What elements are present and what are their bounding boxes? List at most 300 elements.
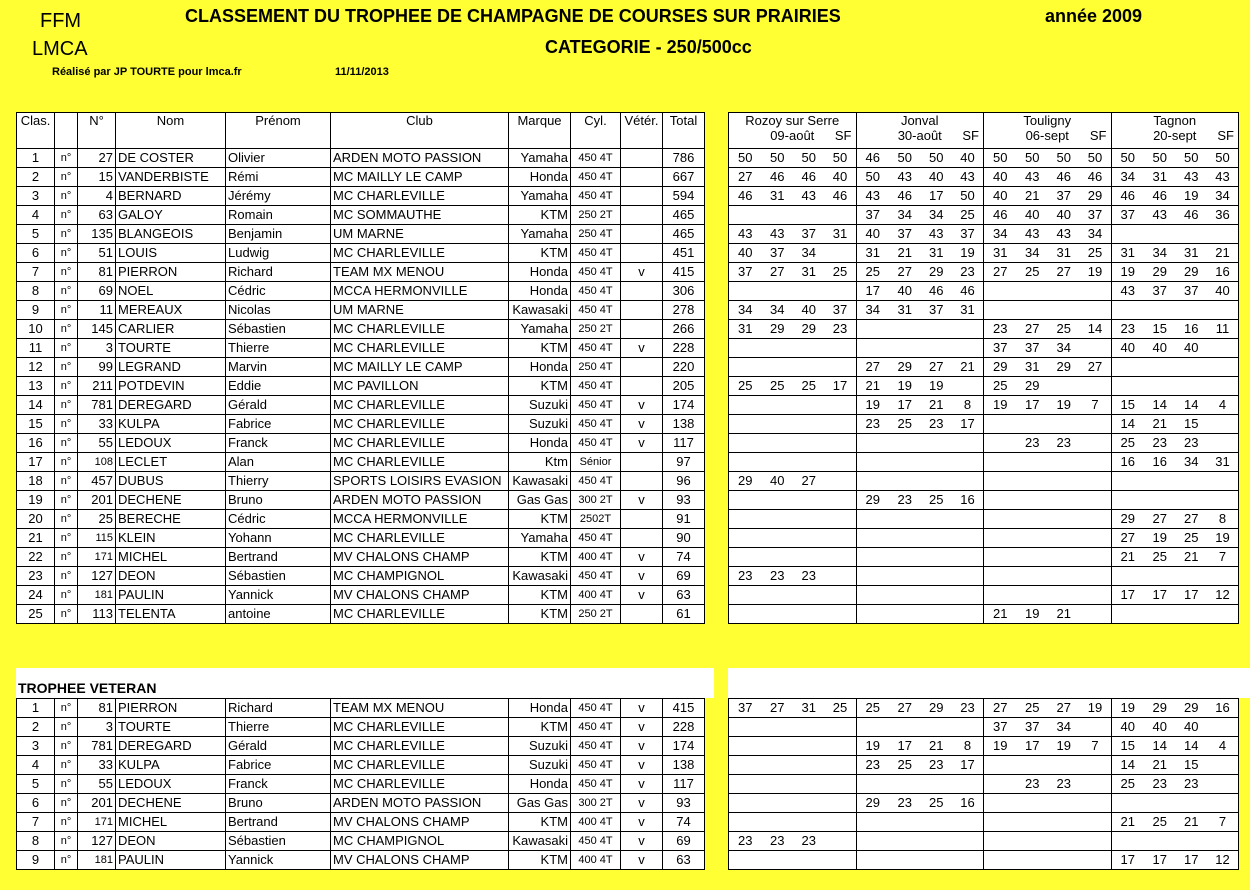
- total-cell: 415: [663, 699, 705, 718]
- rank-cell: 11: [17, 339, 55, 358]
- score-cell: 25: [825, 263, 857, 282]
- score-cell: [921, 434, 953, 453]
- score-cell: 50: [889, 149, 921, 168]
- score-cell: [825, 794, 857, 813]
- score-cell: 37: [1048, 187, 1080, 206]
- score-cell: 50: [856, 168, 889, 187]
- num-prefix-cell: n°: [55, 206, 78, 225]
- score-cell: [856, 851, 889, 870]
- veteran-flag-cell: [621, 472, 663, 491]
- first-name-cell: Romain: [226, 206, 331, 225]
- brand-cell: KTM: [509, 244, 571, 263]
- score-cell: 43: [762, 225, 794, 244]
- veteran-flag-cell: v: [621, 718, 663, 737]
- score-cell: 37: [729, 699, 762, 718]
- score-cell: [1017, 282, 1049, 301]
- score-cell: [952, 775, 984, 794]
- score-cell: [1207, 301, 1239, 320]
- bib-number-cell: 113: [78, 605, 116, 624]
- score-cell: 40: [984, 168, 1017, 187]
- main_rows-score-row: [729, 415, 1239, 434]
- veteran-flag-cell: [621, 244, 663, 263]
- num-prefix-cell: n°: [55, 605, 78, 624]
- last-name-cell: TOURTE: [116, 718, 226, 737]
- score-cell: 31: [921, 244, 953, 263]
- main_rows-score-row: [729, 529, 1239, 548]
- score-cell: 50: [729, 149, 762, 168]
- bib-number-cell: 4: [78, 187, 116, 206]
- score-cell: 37: [1017, 339, 1049, 358]
- first-name-cell: Sébastien: [226, 320, 331, 339]
- num-prefix-cell: n°: [55, 718, 78, 737]
- ranking-header-row: [17, 113, 705, 149]
- score-cell: 40: [729, 244, 762, 263]
- num-prefix-cell: n°: [55, 453, 78, 472]
- score-cell: [1207, 491, 1239, 510]
- rank-cell: 13: [17, 377, 55, 396]
- race-header-2: [856, 113, 984, 149]
- first-name-cell: Eddie: [226, 377, 331, 396]
- race-header-4: [1111, 113, 1239, 149]
- bib-number-cell: 27: [78, 149, 116, 168]
- score-cell: [1080, 794, 1112, 813]
- score-cell: [921, 586, 953, 605]
- score-cell: [1176, 472, 1208, 491]
- score-cell: 46: [762, 168, 794, 187]
- score-cell: [1017, 832, 1049, 851]
- score-cell: 16: [1111, 453, 1144, 472]
- score-cell: [952, 453, 984, 472]
- score-cell: [762, 586, 794, 605]
- score-cell: [1017, 529, 1049, 548]
- score-cell: [1207, 358, 1239, 377]
- veteran-flag-cell: [621, 377, 663, 396]
- score-cell: 46: [1111, 187, 1144, 206]
- displacement-cell: 450 4T: [571, 699, 621, 718]
- score-cell: [825, 453, 857, 472]
- score-cell: 43: [1144, 206, 1176, 225]
- num-prefix-cell: n°: [55, 567, 78, 586]
- score-cell: [793, 510, 825, 529]
- num-prefix-cell: n°: [55, 244, 78, 263]
- score-cell: 16: [952, 794, 984, 813]
- col-clas: Clas.: [17, 113, 55, 149]
- score-cell: [889, 453, 921, 472]
- score-cell: [1176, 301, 1208, 320]
- club-cell: MC CHARLEVILLE: [331, 775, 509, 794]
- bib-number-cell: 127: [78, 832, 116, 851]
- score-cell: 31: [1207, 453, 1239, 472]
- last-name-cell: DE COSTER: [116, 149, 226, 168]
- score-cell: 21: [1048, 605, 1080, 624]
- score-cell: 46: [1144, 187, 1176, 206]
- displacement-cell: 450 4T: [571, 737, 621, 756]
- rank-cell: 8: [17, 282, 55, 301]
- score-cell: [1048, 415, 1080, 434]
- main_rows-row: [17, 168, 705, 187]
- score-cell: [1207, 718, 1239, 737]
- brand-cell: Honda: [509, 282, 571, 301]
- displacement-cell: 450 4T: [571, 756, 621, 775]
- club-cell: MV CHALONS CHAMP: [331, 586, 509, 605]
- score-cell: 15: [1111, 737, 1144, 756]
- score-cell: 25: [1017, 699, 1049, 718]
- score-cell: 40: [1176, 339, 1208, 358]
- veteran_rows-score-row: [729, 737, 1239, 756]
- score-cell: 17: [1176, 586, 1208, 605]
- score-cell: [856, 510, 889, 529]
- num-prefix-cell: n°: [55, 377, 78, 396]
- score-cell: [825, 756, 857, 775]
- brand-cell: Yamaha: [509, 187, 571, 206]
- rank-cell: 19: [17, 491, 55, 510]
- first-name-cell: Gérald: [226, 396, 331, 415]
- score-cell: [952, 851, 984, 870]
- score-cell: [793, 453, 825, 472]
- veteran-flag-cell: v: [621, 263, 663, 282]
- race-scores-table: [728, 112, 1239, 624]
- num-prefix-cell: n°: [55, 472, 78, 491]
- score-cell: 50: [1207, 149, 1239, 168]
- score-cell: 31: [889, 301, 921, 320]
- first-name-cell: Alan: [226, 453, 331, 472]
- rank-cell: 17: [17, 453, 55, 472]
- first-name-cell: Thierry: [226, 472, 331, 491]
- score-cell: [825, 206, 857, 225]
- score-cell: 46: [1048, 168, 1080, 187]
- score-cell: 34: [1176, 453, 1208, 472]
- score-cell: 29: [1111, 510, 1144, 529]
- score-cell: [984, 415, 1017, 434]
- score-cell: [1207, 339, 1239, 358]
- score-cell: [856, 529, 889, 548]
- score-cell: 43: [1048, 225, 1080, 244]
- score-cell: 37: [1080, 206, 1112, 225]
- first-name-cell: Benjamin: [226, 225, 331, 244]
- club-cell: ARDEN MOTO PASSION: [331, 149, 509, 168]
- num-prefix-cell: n°: [55, 756, 78, 775]
- score-cell: [1176, 567, 1208, 586]
- club-cell: UM MARNE: [331, 301, 509, 320]
- total-cell: 594: [663, 187, 705, 206]
- club-cell: MV CHALONS CHAMP: [331, 851, 509, 870]
- first-name-cell: Fabrice: [226, 756, 331, 775]
- score-cell: 40: [1144, 718, 1176, 737]
- rank-cell: 5: [17, 775, 55, 794]
- score-cell: [984, 491, 1017, 510]
- score-cell: 37: [762, 244, 794, 263]
- score-cell: 17: [952, 415, 984, 434]
- displacement-cell: 450 4T: [571, 187, 621, 206]
- score-cell: 23: [1048, 434, 1080, 453]
- score-cell: 19: [984, 737, 1017, 756]
- score-cell: 7: [1207, 813, 1239, 832]
- score-cell: 43: [1176, 168, 1208, 187]
- score-cell: 37: [1017, 718, 1049, 737]
- score-cell: [952, 529, 984, 548]
- score-cell: 19: [1144, 529, 1176, 548]
- score-cell: 34: [1017, 244, 1049, 263]
- displacement-cell: 400 4T: [571, 813, 621, 832]
- num-prefix-cell: n°: [55, 699, 78, 718]
- score-cell: 23: [889, 491, 921, 510]
- main_rows-row: [17, 415, 705, 434]
- score-cell: [825, 339, 857, 358]
- num-prefix-cell: n°: [55, 586, 78, 605]
- score-cell: 8: [952, 737, 984, 756]
- bib-number-cell: 3: [78, 718, 116, 737]
- score-cell: 43: [793, 187, 825, 206]
- score-cell: 21: [1017, 187, 1049, 206]
- score-cell: [729, 510, 762, 529]
- bib-number-cell: 181: [78, 851, 116, 870]
- score-cell: [984, 756, 1017, 775]
- score-cell: [762, 282, 794, 301]
- score-cell: 17: [889, 396, 921, 415]
- main_rows-score-row: [729, 206, 1239, 225]
- main_rows-score-row: [729, 453, 1239, 472]
- score-cell: [1144, 605, 1176, 624]
- score-cell: 25: [889, 756, 921, 775]
- total-cell: 220: [663, 358, 705, 377]
- brand-cell: Ktm: [509, 453, 571, 472]
- score-cell: [762, 737, 794, 756]
- score-cell: 29: [793, 320, 825, 339]
- brand-cell: KTM: [509, 377, 571, 396]
- last-name-cell: DEREGARD: [116, 396, 226, 415]
- main_rows-row: [17, 301, 705, 320]
- score-cell: [1017, 567, 1049, 586]
- score-cell: 16: [1207, 263, 1239, 282]
- total-cell: 74: [663, 813, 705, 832]
- score-cell: [1080, 529, 1112, 548]
- main_rows-row: [17, 206, 705, 225]
- veteran-flag-cell: [621, 168, 663, 187]
- main_rows-score-row: [729, 567, 1239, 586]
- club-cell: UM MARNE: [331, 225, 509, 244]
- race-name: Jonval: [900, 113, 939, 128]
- score-cell: 15: [1144, 320, 1176, 339]
- score-cell: 25: [889, 415, 921, 434]
- last-name-cell: TOURTE: [116, 339, 226, 358]
- score-cell: 37: [793, 225, 825, 244]
- veteran_rows-row: [17, 794, 705, 813]
- veteran-flag-cell: [621, 206, 663, 225]
- main_rows-score-row: [729, 472, 1239, 491]
- score-cell: 23: [921, 415, 953, 434]
- score-cell: [1017, 491, 1049, 510]
- score-cell: [1144, 472, 1176, 491]
- main_rows-score-row: [729, 377, 1239, 396]
- score-cell: 7: [1080, 396, 1112, 415]
- score-cell: [825, 548, 857, 567]
- score-cell: [952, 510, 984, 529]
- score-cell: 43: [729, 225, 762, 244]
- race-date-line: [986, 128, 1109, 143]
- score-cell: [762, 206, 794, 225]
- main_rows-score-row: [729, 263, 1239, 282]
- score-cell: [825, 813, 857, 832]
- score-cell: [984, 586, 1017, 605]
- total-cell: 93: [663, 491, 705, 510]
- score-cell: 17: [1144, 851, 1176, 870]
- rank-cell: 9: [17, 851, 55, 870]
- veteran-flag-cell: v: [621, 586, 663, 605]
- score-cell: [1207, 377, 1239, 396]
- score-cell: 25: [1111, 775, 1144, 794]
- score-cell: 21: [1111, 548, 1144, 567]
- score-cell: [952, 377, 984, 396]
- score-cell: [1176, 358, 1208, 377]
- club-cell: MC CHARLEVILLE: [331, 718, 509, 737]
- rank-cell: 23: [17, 567, 55, 586]
- score-cell: [1048, 301, 1080, 320]
- score-cell: [729, 851, 762, 870]
- veteran-flag-cell: v: [621, 434, 663, 453]
- veteran-scores-table: [728, 698, 1239, 870]
- displacement-cell: 450 4T: [571, 263, 621, 282]
- veteran_rows-score-row: [729, 775, 1239, 794]
- credit-label: Réalisé par JP TOURTE pour lmca.fr: [52, 66, 242, 78]
- veteran-flag-cell: v: [621, 396, 663, 415]
- score-cell: [762, 453, 794, 472]
- score-cell: [856, 813, 889, 832]
- score-cell: [921, 851, 953, 870]
- rank-cell: 4: [17, 756, 55, 775]
- score-cell: 43: [1017, 168, 1049, 187]
- score-cell: [1017, 813, 1049, 832]
- total-cell: 61: [663, 605, 705, 624]
- score-cell: [984, 453, 1017, 472]
- displacement-cell: 450 4T: [571, 472, 621, 491]
- score-cell: 37: [729, 263, 762, 282]
- score-cell: [1017, 453, 1049, 472]
- score-cell: [793, 434, 825, 453]
- score-cell: [793, 491, 825, 510]
- score-cell: [1176, 225, 1208, 244]
- score-cell: [1111, 301, 1144, 320]
- score-cell: 25: [984, 377, 1017, 396]
- main_rows-row: [17, 320, 705, 339]
- score-cell: [762, 396, 794, 415]
- brand-cell: Honda: [509, 263, 571, 282]
- score-cell: [1017, 415, 1049, 434]
- score-cell: 23: [762, 567, 794, 586]
- score-cell: 25: [921, 794, 953, 813]
- score-cell: [729, 718, 762, 737]
- score-cell: 34: [921, 206, 953, 225]
- num-prefix-cell: n°: [55, 282, 78, 301]
- score-cell: [889, 567, 921, 586]
- score-cell: 46: [825, 187, 857, 206]
- score-cell: [984, 529, 1017, 548]
- score-cell: 29: [1017, 377, 1049, 396]
- score-cell: [793, 718, 825, 737]
- score-cell: [1111, 358, 1144, 377]
- score-cell: 19: [1080, 699, 1112, 718]
- score-cell: [889, 813, 921, 832]
- page-title: CLASSEMENT DU TROPHEE DE CHAMPAGNE DE COURSES SUR PRAIRIES: [185, 6, 841, 26]
- num-prefix-cell: n°: [55, 263, 78, 282]
- rank-cell: 5: [17, 225, 55, 244]
- score-cell: [1176, 605, 1208, 624]
- score-cell: 27: [729, 168, 762, 187]
- score-cell: [889, 548, 921, 567]
- total-cell: 306: [663, 282, 705, 301]
- main_rows-score-row: [729, 225, 1239, 244]
- score-cell: [1017, 472, 1049, 491]
- score-cell: [856, 586, 889, 605]
- main_rows-row: [17, 396, 705, 415]
- score-cell: 37: [1176, 282, 1208, 301]
- total-cell: 465: [663, 225, 705, 244]
- displacement-cell: 2502T: [571, 510, 621, 529]
- club-cell: TEAM MX MENOU: [331, 699, 509, 718]
- score-cell: [984, 813, 1017, 832]
- score-cell: [793, 775, 825, 794]
- main_rows-row: [17, 434, 705, 453]
- score-cell: [1017, 794, 1049, 813]
- last-name-cell: DEON: [116, 832, 226, 851]
- num-prefix-cell: n°: [55, 794, 78, 813]
- score-cell: 40: [762, 472, 794, 491]
- displacement-cell: 450 4T: [571, 301, 621, 320]
- club-cell: MC CHARLEVILLE: [331, 434, 509, 453]
- total-cell: 415: [663, 263, 705, 282]
- score-cell: 31: [762, 187, 794, 206]
- score-cell: [984, 472, 1017, 491]
- club-cell: MC SOMMAUTHE: [331, 206, 509, 225]
- score-cell: [1080, 491, 1112, 510]
- score-cell: 34: [1144, 244, 1176, 263]
- bib-number-cell: 201: [78, 491, 116, 510]
- score-cell: [889, 529, 921, 548]
- club-cell: MC CHARLEVILLE: [331, 396, 509, 415]
- last-name-cell: BERECHE: [116, 510, 226, 529]
- score-cell: 29: [856, 794, 889, 813]
- score-cell: 27: [1144, 510, 1176, 529]
- last-name-cell: PIERRON: [116, 699, 226, 718]
- main_rows-row: [17, 263, 705, 282]
- federation-label: FFM: [40, 10, 82, 32]
- num-prefix-cell: n°: [55, 168, 78, 187]
- score-cell: 21: [1207, 244, 1239, 263]
- score-cell: 29: [921, 263, 953, 282]
- score-cell: 21: [889, 244, 921, 263]
- score-cell: [1080, 718, 1112, 737]
- bib-number-cell: 171: [78, 813, 116, 832]
- score-cell: [921, 339, 953, 358]
- race-date: 30-août: [897, 128, 942, 143]
- first-name-cell: Bertrand: [226, 548, 331, 567]
- last-name-cell: NOEL: [116, 282, 226, 301]
- bib-number-cell: 171: [78, 548, 116, 567]
- score-cell: [856, 320, 889, 339]
- num-prefix-cell: n°: [55, 225, 78, 244]
- score-cell: [1048, 756, 1080, 775]
- score-cell: 25: [1048, 320, 1080, 339]
- club-cell: ARDEN MOTO PASSION: [331, 794, 509, 813]
- brand-cell: Honda: [509, 699, 571, 718]
- score-cell: [793, 415, 825, 434]
- veteran-flag-cell: v: [621, 737, 663, 756]
- displacement-cell: 450 4T: [571, 282, 621, 301]
- score-cell: 25: [1176, 529, 1208, 548]
- veteran-flag-cell: [621, 529, 663, 548]
- bib-number-cell: 201: [78, 794, 116, 813]
- score-cell: 37: [889, 225, 921, 244]
- score-cell: [1080, 510, 1112, 529]
